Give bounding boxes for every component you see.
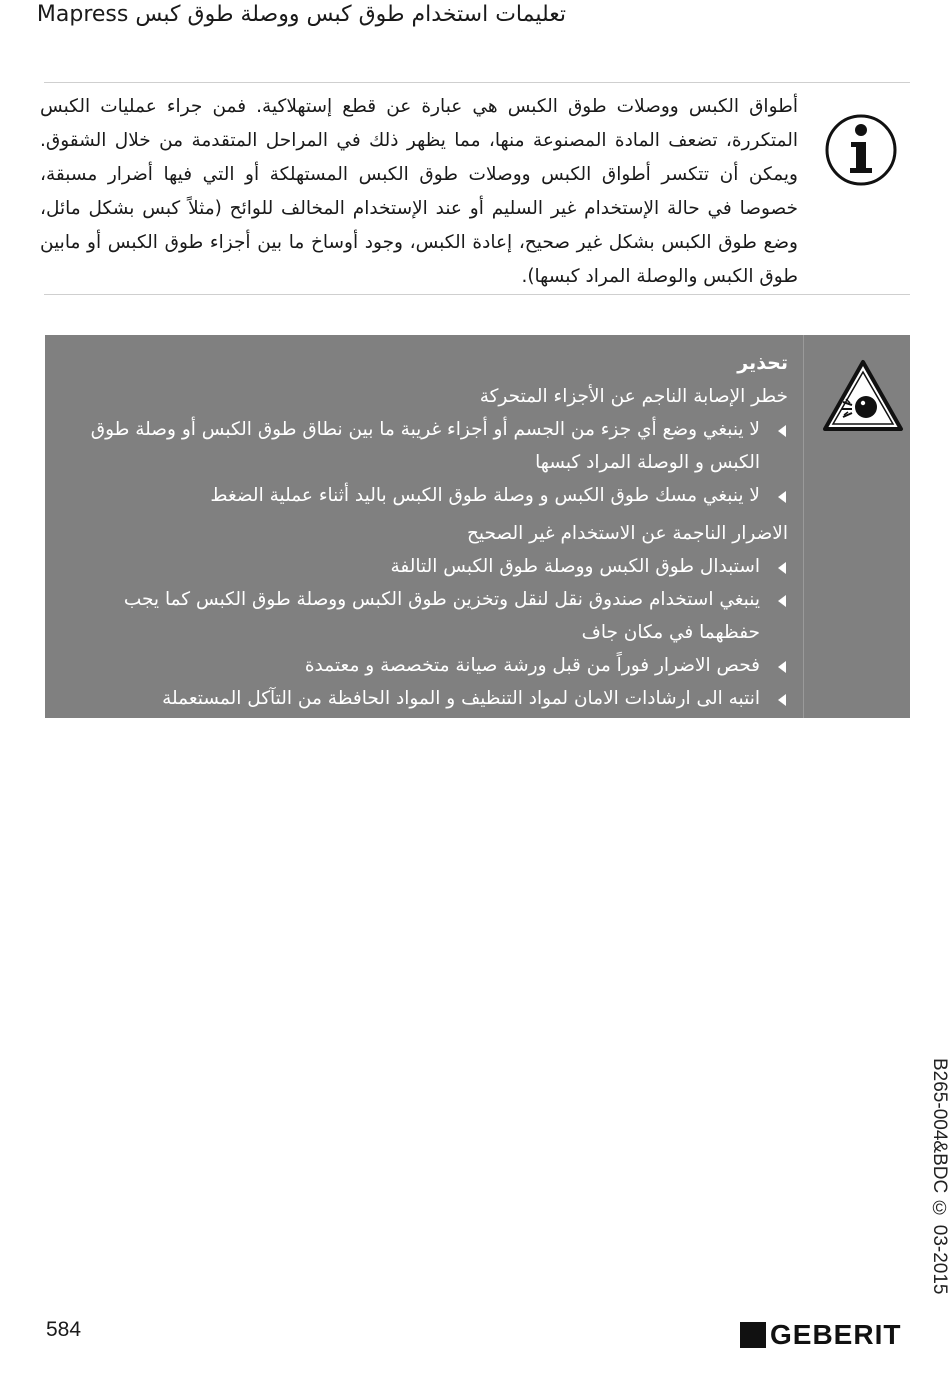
info-paragraph: أطواق الكبس ووصلات طوق الكبس هي عبارة عن قطع إستهلاكية. فمن جراء عمليات الكبس المتكررة، تضعف المادة المصنوعة منها، مما يظهر ذلك في المراحل المتقدمة من خلال الشقوق. ويمكن أن تتكسر أطواق الكبس ووصلات طوق الكبس المستهلكة أو التي فيها أضرار مسبقة، خصوصا في حالة الإستخدام غير السليم أو عند الإستخدام المخالف للوائح (مثلاً كبس بشكل مائل، وضع طوق الكبس بشكل غير صحيح، إعادة الكبس، وجود أوساخ ما بين أجزاء طوق الكبس أو مابين طوق الكبس والوصلة المراد كبسها). (40, 96, 798, 287)
geberit-logo (740, 1319, 902, 1350)
warning-list-misuse (58, 550, 788, 715)
warning-subheading-misuse: الاضرار الناجمة عن الاستخدام غير الصحيح (466, 523, 788, 544)
triangle-bullet-icon (778, 491, 786, 503)
info-icon (824, 113, 898, 187)
list-item (58, 550, 788, 583)
list-item-text: فحص الاضرار فوراً من قبل ورشة صيانة متخصصة و معتمدة (304, 655, 760, 676)
warning-heading: تحذير (737, 352, 788, 374)
triangle-bullet-icon (778, 595, 786, 607)
list-item-text: لا ينبغي مسك طوق الكبس و وصلة طوق الكبس باليد أثناء عملية الضغط (210, 485, 760, 506)
info-top-rule (44, 82, 910, 83)
crush-hazard-warning-icon (822, 359, 904, 433)
list-item-text: ينبغي استخدام صندوق نقل لنقل وتخزين طوق الكبس ووصلة طوق الكبس كما يجب حفظهما في مكان جاف (123, 589, 760, 643)
warning-content (58, 347, 788, 715)
triangle-bullet-icon (778, 661, 786, 673)
list-item-text: استبدال طوق الكبس ووصلة طوق الكبس التالفة (390, 556, 760, 577)
list-item-text: لا ينبغي وضع أي جزء من الجسم أو أجزاء غريبة ما بين نطاق طوق الكبس أو وصلة طوق الكبس و الوصلة المراد كبسها (90, 419, 760, 473)
info-bottom-rule (44, 294, 910, 295)
warning-subheading-moving-parts: خطر الإصابة الناجم عن الأجزاء المتحركة (479, 386, 788, 407)
warning-divider (803, 335, 804, 718)
warning-list-moving-parts (58, 413, 788, 512)
list-item (58, 413, 788, 479)
logo-wordmark: GEBERIT (770, 1319, 902, 1350)
warning-box (45, 335, 910, 718)
triangle-bullet-icon (778, 562, 786, 574)
page-title: تعليمات استخدام طوق كبس ووصلة طوق كبس Mapress (36, 2, 566, 27)
triangle-bullet-icon (778, 425, 786, 437)
triangle-bullet-icon (778, 694, 786, 706)
list-item-text: انتبه الى ارشادات الامان لمواد التنظيف و المواد الحافظة من التآكل المستعملة (162, 688, 760, 709)
list-item (58, 649, 788, 682)
page-number: 584 (46, 1318, 82, 1341)
list-item (58, 583, 788, 649)
list-item (58, 682, 788, 715)
logo-square-mark (740, 1322, 766, 1348)
document-code: B265-004&BDC © 03-2015 (929, 1058, 950, 1295)
list-item (58, 479, 788, 512)
